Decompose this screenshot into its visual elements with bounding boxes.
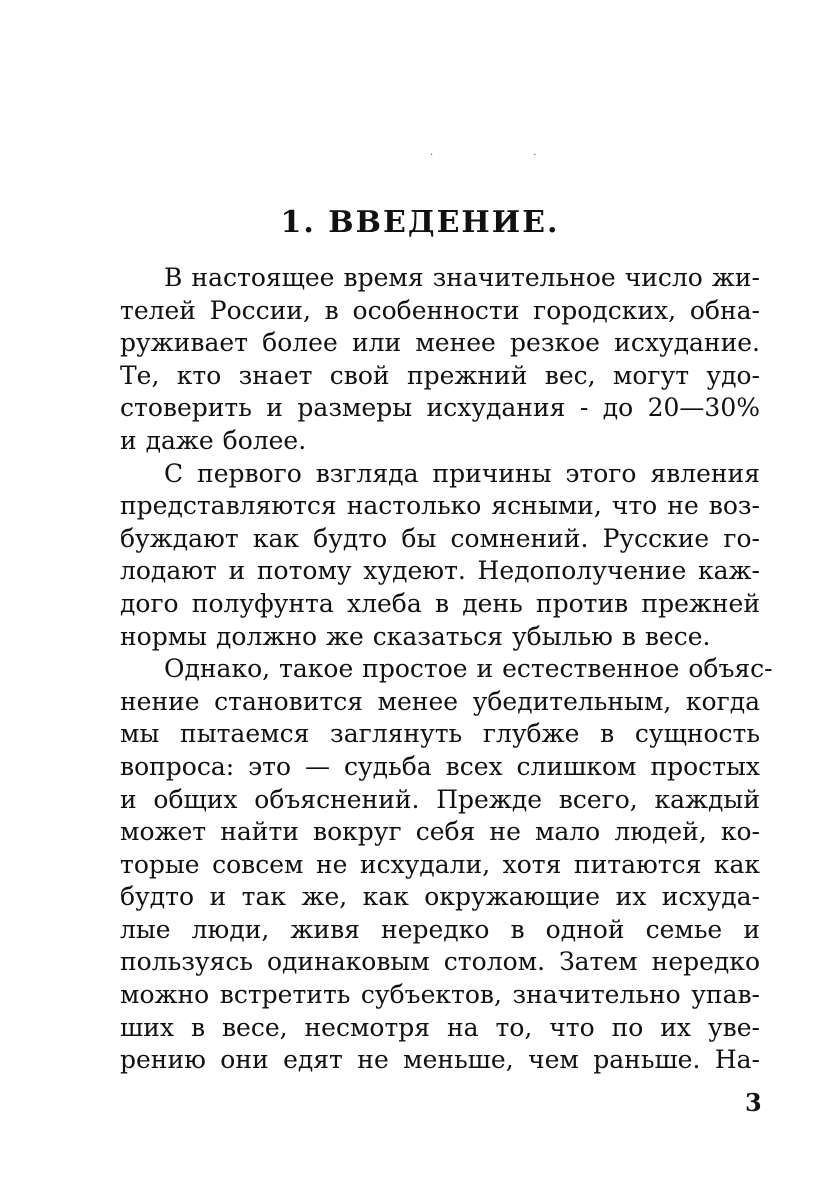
text-line: Однако, такое простое и естественное объяс- <box>164 654 773 684</box>
text-line: дого полуфунта хлеба в день против прежней <box>120 588 760 618</box>
text-line: лодают и потому худеют. Недополучение каж- <box>120 556 760 586</box>
print-specks: ·· <box>430 150 637 161</box>
text-line: В настоящее время значительное число жи- <box>164 263 760 292</box>
text-line: Те, кто знает свой прежний вес, могут удо- <box>120 360 760 390</box>
text-line: стоверить и размеры исхудания - до 20—30% <box>120 393 760 423</box>
text-line: нормы должно же сказаться убылью в весе. <box>120 621 711 651</box>
paragraph <box>120 458 760 654</box>
text-line: вопроса: это — судьба всех слишком простых <box>120 751 760 781</box>
text-line: ших в весе, несмотря на то, что по их уве- <box>120 1012 760 1042</box>
text-line: мы пытаемся заглянуть глубже в сущность <box>120 719 760 749</box>
text-line: может найти вокруг себя не мало людей, ко- <box>120 817 760 847</box>
text-line: можно встретить субъектов, значительно упав- <box>120 980 760 1010</box>
text-line: С первого взгляда причины этого явления <box>164 458 760 488</box>
text-line: и общих объяснений. Прежде всего, каждый <box>120 784 760 814</box>
page-number: 3 <box>745 1088 762 1117</box>
text-line: нение становится менее убедительным, когда <box>120 686 760 716</box>
body-text <box>120 262 773 1077</box>
text-line: пользуясь одинаковым столом. Затем нередко <box>120 947 760 977</box>
text-line: руживает более или менее резкое исхудание. <box>120 328 760 358</box>
text-line: телей России, в особенности городских, обна- <box>120 295 760 325</box>
paragraph <box>120 653 773 1077</box>
text-line: буждают как будто бы сомнений. Русские го- <box>120 523 760 553</box>
paragraph <box>120 262 760 458</box>
text-line: рению они едят не меньше, чем раньше. На- <box>120 1045 760 1075</box>
text-line: будто и так же, как окружающие их исхуда- <box>120 882 760 912</box>
text-line: представляются настолько ясными, что не воз- <box>120 491 760 521</box>
text-line: торые совсем не исхудали, хотя питаются как <box>120 849 760 879</box>
text-line: и даже более. <box>120 425 307 455</box>
chapter-heading: 1. ВВЕДЕНИЕ. <box>280 205 560 240</box>
text-line: лые люди, живя нередко в одной семье и <box>120 914 760 944</box>
